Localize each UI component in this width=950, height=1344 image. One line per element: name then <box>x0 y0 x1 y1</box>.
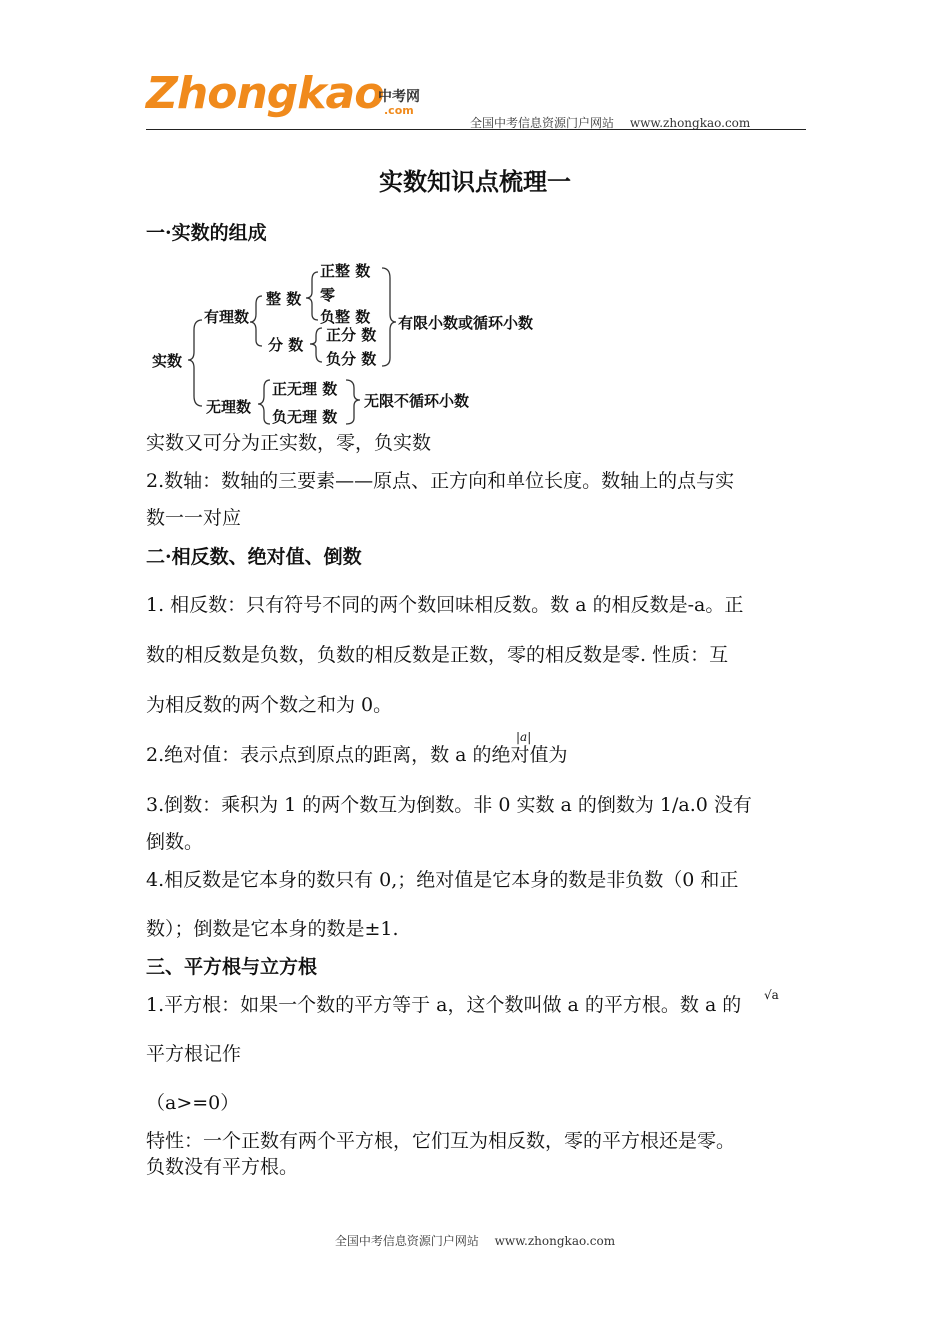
reciprocal-line2: 倒数。 <box>146 831 204 853</box>
site-logo <box>146 64 430 126</box>
logo-cn: 中考网 <box>378 89 420 105</box>
header-tagline: 全国中考信息资源门户网站 www.zhongkao.com <box>470 116 751 130</box>
summary-line2: 数）；倒数是它本身的数是±1. <box>146 918 399 940</box>
diagram-positive-fraction: 正分 数 <box>326 326 377 344</box>
square-root-symbol: √a <box>764 988 779 1002</box>
square-root-property-line2: 负数没有平方根。 <box>146 1156 299 1178</box>
diagram-negative-integer: 负整 数 <box>320 308 371 326</box>
diagram-negative-irrational: 负无理 数 <box>272 408 338 426</box>
diagram-positive-integer: 正整 数 <box>320 262 371 280</box>
real-number-sign-division: 实数又可分为正实数，零，负实数 <box>146 432 432 454</box>
diagram-negative-fraction: 负分 数 <box>326 350 377 368</box>
square-root-condition: （a>=0） <box>146 1092 240 1114</box>
number-line-line2: 数一一对应 <box>146 507 242 529</box>
opposite-number-line1: 1. 相反数：只有符号不同的两个数回味相反数。数 a 的相反数是-a。正 <box>146 594 744 616</box>
diagram-positive-irrational: 正无理 数 <box>272 380 338 398</box>
diagram-rational-note: 有限小数或循环小数 <box>398 314 534 332</box>
absolute-value-line: 2.绝对值：表示点到原点的距离，数 a 的绝对值为 <box>146 744 568 766</box>
square-root-line2: 平方根记作 <box>146 1043 242 1065</box>
diagram-irrational: 无理数 <box>206 398 252 416</box>
square-root-line1: 1.平方根：如果一个数的平方等于 a，这个数叫做 a 的平方根。数 a 的 <box>146 994 742 1016</box>
diagram-rational: 有理数 <box>204 308 250 326</box>
logo-word: Zhongkao <box>146 68 384 119</box>
page-title: 实数知识点梳理一 <box>379 167 571 196</box>
diagram-irrational-note: 无限不循环小数 <box>364 392 470 410</box>
diagram-integer: 整 数 <box>266 290 302 308</box>
opposite-number-line3: 为相反数的两个数之和为 0。 <box>146 694 393 716</box>
number-line-line1: 2.数轴：数轴的三要素——原点、正方向和单位长度。数轴上的点与实 <box>146 470 735 492</box>
section3-heading: 三、平方根与立方根 <box>146 956 318 978</box>
header-divider <box>146 129 806 130</box>
diagram-zero: 零 <box>320 286 336 304</box>
absolute-value-symbol: |a| <box>516 730 532 744</box>
summary-line1: 4.相反数是它本身的数只有 0,；绝对值是它本身的数是非负数（0 和正 <box>146 869 739 891</box>
logo-com: .com <box>384 104 414 117</box>
square-root-property-line1: 特性：一个正数有两个平方根，它们互为相反数，零的平方根还是零。 <box>146 1130 736 1152</box>
section2-heading: 二·相反数、绝对值、倒数 <box>146 546 362 568</box>
diagram-root: 实数 <box>152 352 183 370</box>
section1-heading: 一·实数的组成 <box>146 222 267 244</box>
page-footer: 全国中考信息资源门户网站 www.zhongkao.com <box>334 1234 616 1248</box>
reciprocal-line1: 3.倒数：乘积为 1 的两个数互为倒数。非 0 实数 a 的倒数为 1/a.0 没有 <box>146 794 752 816</box>
diagram-fraction: 分 数 <box>268 336 304 354</box>
real-number-classification-diagram <box>146 254 566 430</box>
opposite-number-line2: 数的相反数是负数，负数的相反数是正数，零的相反数是零. 性质：互 <box>146 644 729 666</box>
